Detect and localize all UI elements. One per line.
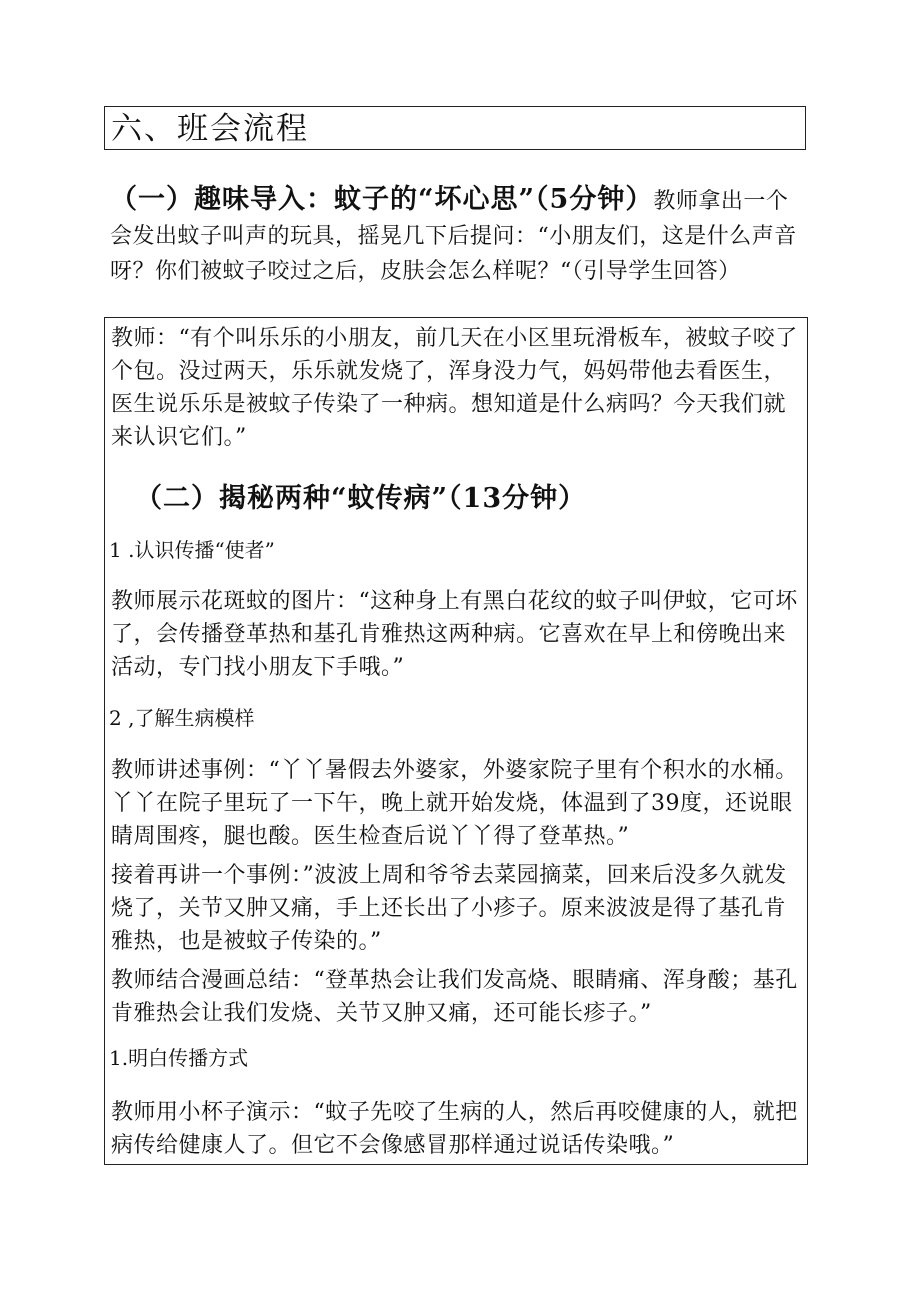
subsection-text-1: 教师展示花斑蚊的图片：“这种身上有黑白花纹的蚊子叫伊蚊，它可坏了，会传播登革热和基孔肯雅热这两种病。它喜欢在早上和傍晚出来活动，专门找小朋友下手哦。” [111, 589, 798, 680]
subsection-text-2a: 教师讲述事例：“丫丫暑假去外婆家，外婆家院子里有个积水的水桶。丫丫在院子里玩了一下午，晚上就开始发烧，体温到了39度，还说眼睛周围疼，腿也酸。医生检查后说丫丫得了登革热。” [111, 758, 798, 849]
subsection-label-3: 1.明白传播方式 [109, 1046, 249, 1070]
story-paragraph: 教师：“有个叫乐乐的小朋友，前几天在小区里玩滑板车，被蚊子咬了个包。没过两天，乐乐就发烧了，浑身没力气，妈妈带他去看医生，医生说乐乐是被蚊子传染了一种病。想知道是什么病吗？今天我们就来认识它们。” [111, 326, 798, 450]
subsection-text-2c: 教师结合漫画总结：“登革热会让我们发高烧、眼睛痛、浑身酸；基孔肯雅热会让我们发烧、关节又肿又痛，还可能长疹子。” [111, 968, 798, 1026]
section-heading-two: （二）揭秘两种“蚊传病”（13分钟） [135, 483, 587, 514]
intro-text: 教师拿出一个会发出蚊子叫声的玩具，摇晃几下后提问：“小朋友们，这是什么声音呀？你们被蚊子咬过之后，皮肤会怎么样呢？“（引导学生回答） [110, 189, 797, 284]
intro-paragraph [110, 182, 810, 289]
content-box [104, 317, 808, 1165]
subsection-text-2b: 接着再讲一个事例：”波波上周和爷爷去菜园摘菜，回来后没多久就发烧了，关节又肿又痛，手上还长出了小疹子。原来波波是得了基孔肯雅热，也是被蚊子传染的。” [111, 863, 787, 954]
section-title-box [104, 106, 806, 150]
subsection-text-3: 教师用小杯子演示：“蚊子先咬了生病的人，然后再咬健康的人，就把病传给健康人了。但它不会像感冒那样通过说话传染哦。” [111, 1100, 798, 1158]
subsection-label-1: 1 .认识传播“使者” [109, 538, 275, 562]
intro-heading: （一）趣味导入：蚊子的“坏心思”（5分钟） [110, 184, 654, 215]
subsection-label-2: 2 ,了解生病模样 [109, 706, 255, 730]
section-title: 六、班会流程 [111, 111, 309, 147]
